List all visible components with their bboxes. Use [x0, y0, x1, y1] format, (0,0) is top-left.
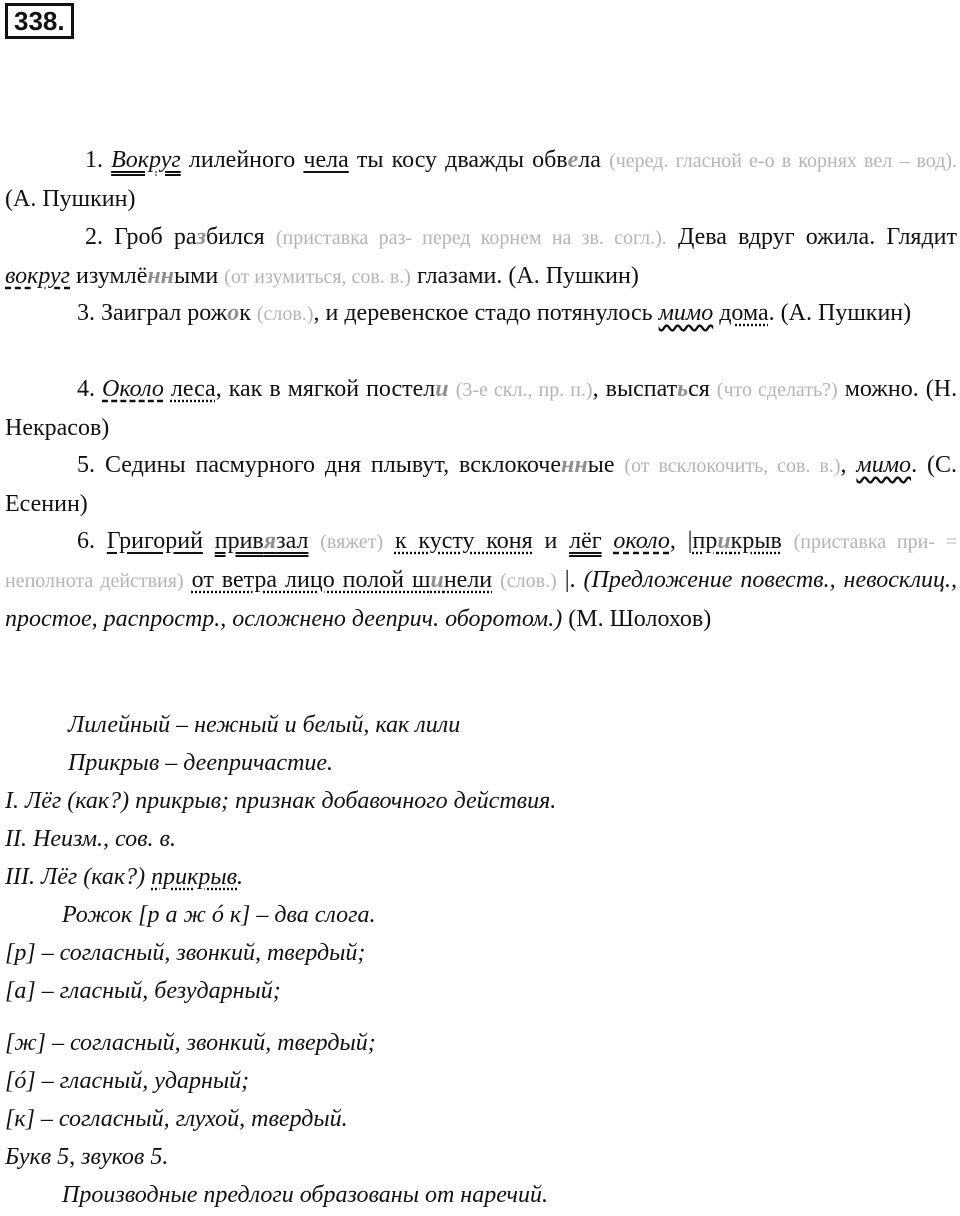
s6-text: нели	[443, 567, 493, 593]
sentence-2	[5, 218, 957, 296]
note-roman-1: I. Лёг (как?) прикрыв; признак добавочного действия.	[5, 788, 557, 814]
s6-word-okolo: около	[613, 528, 670, 554]
s2-text: Дева вдруг ожила. Глядит	[677, 224, 958, 250]
note-sound-r: [р] – согласный, звонкий, твердый;	[5, 940, 366, 966]
s2-text: ыми	[174, 263, 219, 289]
note-roman-2: II. Неизм., сов. в.	[5, 826, 176, 852]
sentence-4	[5, 370, 957, 447]
s2-letter: нн	[147, 263, 175, 289]
s6-author: (М. Шолохов)	[568, 606, 712, 632]
s2-text: Гроб ра	[114, 224, 197, 250]
s2-text: изумлё	[76, 263, 148, 289]
note-sound-zh: [ж] – согласный, звонкий, твердый;	[5, 1030, 376, 1056]
s6-text: , |	[669, 528, 693, 554]
s2-number: 2.	[85, 224, 103, 250]
s1-letter: е	[567, 147, 579, 173]
note-roman-3-text: III. Лёг (как?)	[5, 864, 146, 890]
sentence-3	[5, 294, 957, 333]
s1-hint: (черед. гласной е-о в корнях вел – вод).	[609, 150, 958, 172]
s4-text: ся	[688, 376, 710, 402]
s6-hint: (приставка при- = неполнота действия)	[5, 531, 958, 592]
s3-text: . (А. Пушкин)	[768, 300, 912, 326]
s3-letter: о	[227, 300, 240, 326]
note-roman-3-word: прикрыв	[151, 864, 237, 890]
s6-text: и	[544, 528, 558, 554]
s6-letter: я	[263, 528, 277, 554]
s4-letter: и	[435, 376, 449, 402]
s6-letter: и	[717, 528, 731, 554]
s6-number: 6.	[77, 528, 95, 554]
s6-text: |.	[564, 567, 576, 593]
s4-text: , выспат	[592, 376, 678, 402]
s4-hint: (что сделать?)	[716, 379, 838, 401]
s6-hint: (вяжет)	[320, 531, 384, 553]
s6-text: зал	[276, 528, 309, 554]
note-sound-a: [а] – гласный, безударный;	[5, 978, 281, 1004]
s6-word-k-kustu-konya: к кусту коня	[394, 528, 533, 554]
s2-letter: з	[196, 224, 206, 250]
note-rozhok: Рожок [р а ж ó к] – два слога.	[62, 902, 376, 928]
s2-hint: (от изумиться, сов. в.)	[224, 266, 411, 288]
s5-word-mimo: мимо	[856, 452, 912, 478]
s1-text: ла	[578, 147, 601, 173]
note-sound-o: [ó] – гласный, ударный;	[5, 1068, 250, 1094]
note-roman-3	[5, 864, 243, 891]
s4-hint: (3-е скл., пр. п.)	[455, 379, 593, 401]
s1-text: ты косу дважды обв	[356, 147, 568, 173]
s6-word-grigoriy: Григорий	[106, 528, 203, 554]
s5-number: 5.	[77, 452, 95, 478]
note-sound-k: [к] – согласный, глухой, твердый.	[5, 1106, 348, 1132]
s5-text: ые	[587, 452, 615, 478]
s6-text: от ветра лицо полой ш	[191, 567, 431, 593]
s6-hint: (слов.)	[500, 570, 557, 592]
s6-letter: и	[430, 567, 444, 593]
s2-hint: (приставка раз- перед корнем на зв. согл.).	[275, 227, 667, 249]
s1-text: лилейного	[188, 147, 296, 173]
s2-text: бился	[205, 224, 265, 250]
s1-word-chela: чела	[303, 147, 349, 173]
s5-hint: (от всклокочить, сов. в.)	[624, 455, 841, 477]
s5-text: Седины пасмурного дня плывут, всклокоче	[104, 452, 562, 478]
s6-analysis: (Предложение повеств., невосклиц., простое, распростр., осложнено дееприч. оборотом.)	[5, 567, 958, 632]
s5-text: . (С. Есенин)	[5, 452, 957, 517]
s6-text: крыв	[730, 528, 782, 554]
s1-number: 1.	[85, 147, 103, 173]
s1-author: (А. Пушкин)	[5, 186, 136, 212]
sentence-1	[5, 141, 957, 218]
s3-hint: (слов.)	[256, 303, 314, 325]
note-lileyny: Лилейный – нежный и белый, как лили	[68, 712, 461, 738]
sentence-6	[5, 522, 957, 638]
s5-letter: нн	[561, 452, 588, 478]
exercise-number: 338.	[5, 3, 74, 39]
note-roman-3-end: .	[237, 864, 243, 890]
s3-word-mimo: мимо	[658, 300, 714, 326]
s3-word-doma: дома	[719, 300, 769, 326]
s1-word-vokrug: Вокруг	[111, 147, 181, 173]
s4-word-okolo: Около	[102, 376, 164, 402]
s4-word-lesa: леса	[170, 376, 216, 402]
s3-text: , и деревенское стадо потянулось	[313, 300, 653, 326]
note-letters-count: Букв 5, звуков 5.	[5, 1144, 169, 1170]
note-prikryv: Прикрыв – деепричастие.	[68, 750, 334, 776]
s2-word-vokrug: вокруг	[5, 263, 71, 289]
s3-number: 3.	[77, 300, 95, 326]
s3-text: к	[239, 300, 251, 326]
s3-text: Заиграл рож	[101, 300, 228, 326]
s6-text: пр	[692, 528, 718, 554]
s4-number: 4.	[77, 376, 95, 402]
s6-text: прив	[214, 528, 264, 554]
s4-text: , как в мягкой постел	[215, 376, 436, 402]
s5-text: ,	[840, 452, 847, 478]
s6-word-leg: лёг	[569, 528, 602, 554]
sentence-5	[5, 446, 957, 523]
s2-text: глазами. (А. Пушкин)	[416, 263, 639, 289]
s4-letter: ь	[677, 376, 689, 402]
note-prepositions: Производные предлоги образованы от наречий.	[62, 1182, 548, 1208]
s4-text: можно. (Н. Некрасов)	[5, 376, 958, 441]
